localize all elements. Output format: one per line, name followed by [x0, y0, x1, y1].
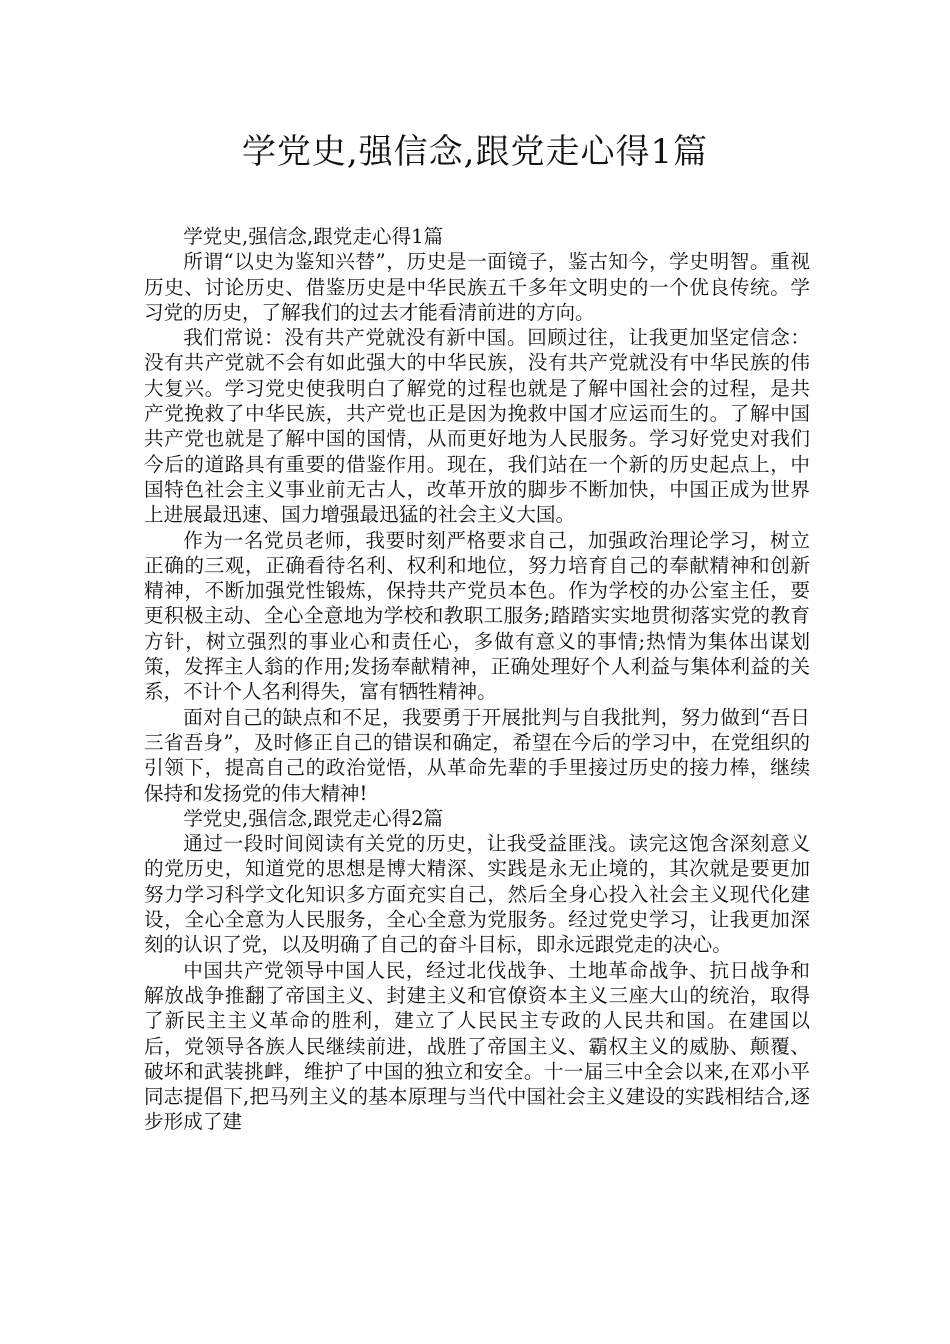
paragraph: 所谓“以史为鉴知兴替”，历史是一面镜子，鉴古知今，学史明智。重视历史、讨论历史、借鉴历史是中华民族五千多年文明史的一个优良传统。学习党的历史，了解我们的过去才能看清前进的方向。 — [144, 250, 810, 324]
paragraph: 我们常说：没有共产党就没有新中国。回顾过往，让我更加坚定信念：没有共产党就不会有如此强大的中华民族，没有共产党就没有中华民族的伟大复兴。学习党史使我明白了解党的过程也就是了解中国社会的过程，是共产党挽救了中华民族，共产党也正是因为挽救中国才应运而生的。了解中国共产党也就是了解中国的国情，从而更好地为人民服务。学习好党史对我们今后的道路具有重要的借鉴作用。现在，我们站在一个新的历史起点上，中国特色社会主义事业前无古人，改革开放的脚步不断加快，中国正成为世界上进展最迅速、国力增强最迅猛的社会主义大国。 — [144, 326, 810, 527]
paragraph: 作为一名党员老师，我要时刻严格要求自己，加强政治理论学习，树立正确的三观，正确看待名利、权利和地位，努力培育自己的奉献精神和创新精神，不断加强党性锻炼，保持共产党员本色。作为学校的办公室主任，要更积极主动、全心全意地为学校和教职工服务;踏踏实实地贯彻落实党的教育方针，树立强烈的事业心和责任心，多做有意义的事情;热情为集体出谋划策，发挥主人翁的作用;发扬奉献精神，正确处理好个人利益与集体利益的关系，不计个人名利得失，富有牺牲精神。 — [144, 528, 810, 704]
paragraph: 中国共产党领导中国人民，经过北伐战争、土地革命战争、抗日战争和解放战争推翻了帝国主义、封建主义和官僚资本主义三座大山的统治，取得了新民主主义革命的胜利，建立了人民民主专政的人民共和国。在建国以后，党领导各族人民继续前进，战胜了帝国主义、霸权主义的威胁、颠覆、破坏和武装挑衅，维护了中国的独立和安全。十一届三中全会以来,在邓小平同志提倡下,把马列主义的基本原理与当代中国社会主义建设的实践相结合,逐步形成了建 — [144, 958, 810, 1134]
document-title: 学党史,强信念,跟党走心得1篇 — [241, 132, 709, 172]
paragraph: 面对自己的缺点和不足，我要勇于开展批判与自我批判，努力做到“吾日三省吾身”，及时修正自己的错误和确定，希望在今后的学习中，在党组织的引领下，提高自己的政治觉悟，从革命先辈的手里接过历史的接力棒，继续保持和发扬党的伟大精神! — [144, 705, 810, 805]
paragraph: 通过一段时间阅读有关党的历史，让我受益匪浅。读完这饱含深刻意义的党历史，知道党的思想是博大精深、实践是永无止境的，其次就是要更加努力学习科学文化知识多方面充实自己，然后全身心投入社会主义现代化建设，全心全意为人民服务，全心全意为党服务。经过党史学习，让我更加深刻的认识了党，以及明确了自己的奋斗目标，即永远跟党走的决心。 — [144, 832, 810, 957]
document-body — [144, 224, 810, 1135]
paragraph: 学党史,强信念,跟党走心得2篇 — [183, 806, 444, 830]
paragraph: 学党史,强信念,跟党走心得1篇 — [183, 225, 444, 248]
